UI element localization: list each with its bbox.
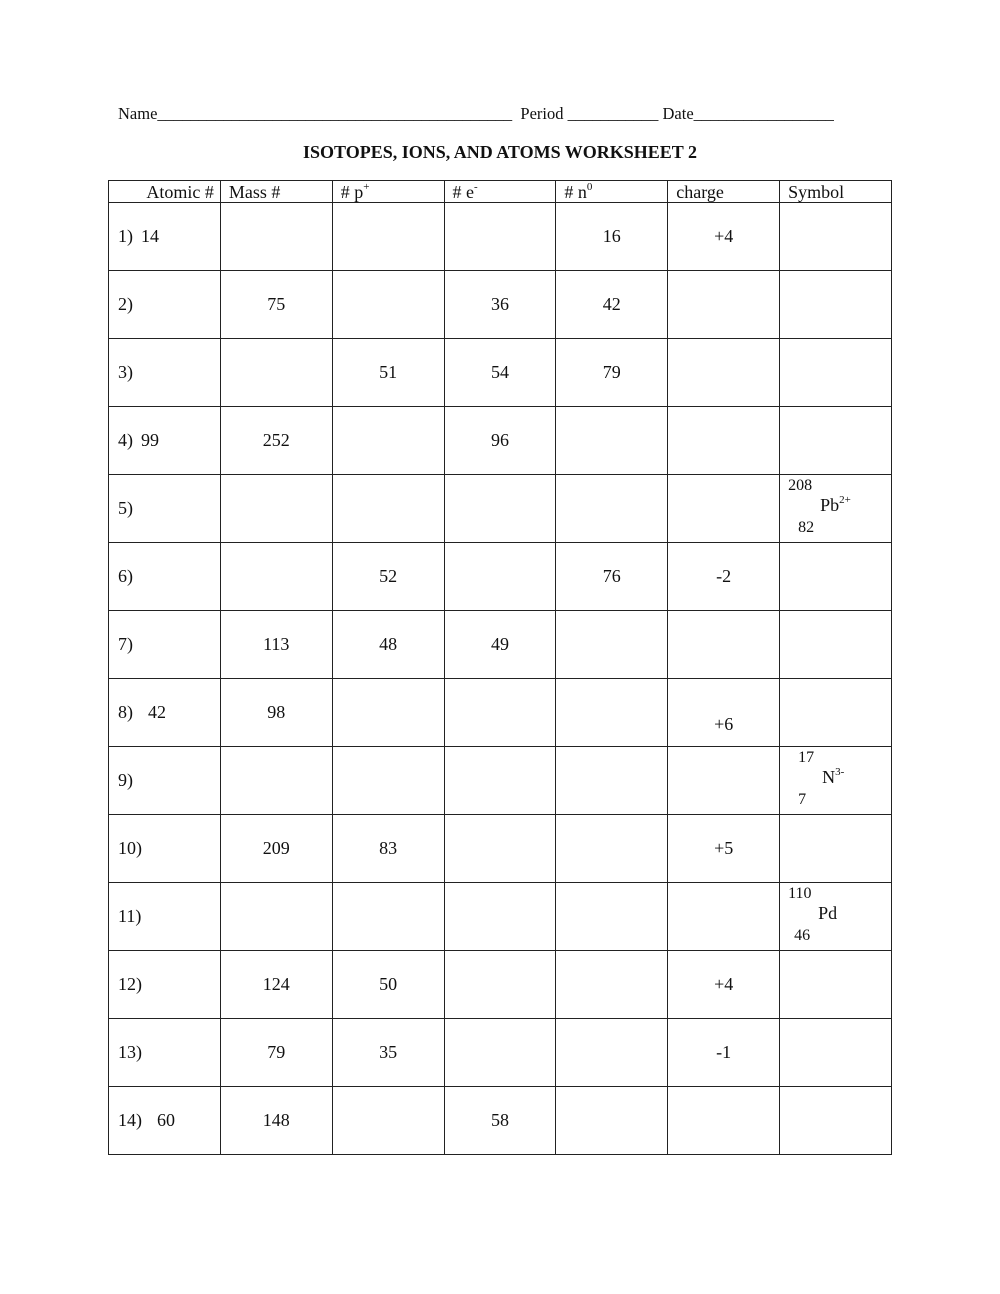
symbol-charge: 2+ <box>839 494 851 506</box>
cell-mass-value: 79 <box>267 1042 286 1062</box>
cell-electrons-value: 58 <box>490 1110 509 1130</box>
cell-protons[interactable] <box>332 747 444 815</box>
row-number: 5) <box>118 498 133 518</box>
cell-atomic[interactable] <box>109 1087 221 1155</box>
col-protons <box>332 181 444 203</box>
cell-atomic[interactable] <box>109 271 221 339</box>
cell-charge-value: -2 <box>716 566 732 586</box>
cell-protons[interactable] <box>332 543 444 611</box>
symbol-atomic-number: 7 <box>798 791 807 808</box>
cell-symbol[interactable] <box>780 679 892 747</box>
table-row <box>109 951 892 1019</box>
nuclide-symbol <box>780 883 891 950</box>
cell-atomic[interactable] <box>109 203 221 271</box>
cell-mass[interactable] <box>220 883 332 951</box>
date-field[interactable]: _________________ <box>693 104 834 123</box>
cell-neutrons[interactable] <box>556 407 668 475</box>
cell-atomic[interactable] <box>109 475 221 543</box>
cell-neutrons[interactable] <box>556 339 668 407</box>
cell-mass[interactable] <box>220 203 332 271</box>
cell-atomic[interactable] <box>109 1019 221 1087</box>
cell-charge[interactable] <box>668 951 780 1019</box>
cell-mass[interactable] <box>220 815 332 883</box>
col-electrons-sup: - <box>474 180 478 193</box>
row-number: 13) <box>118 1042 142 1062</box>
cell-protons[interactable] <box>332 203 444 271</box>
cell-electrons[interactable] <box>444 1087 556 1155</box>
cell-charge-value: +6 <box>714 714 734 734</box>
cell-protons[interactable] <box>332 271 444 339</box>
cell-neutrons[interactable] <box>556 543 668 611</box>
cell-neutrons[interactable] <box>556 475 668 543</box>
cell-electrons[interactable] <box>444 1019 556 1087</box>
table-row <box>109 883 892 951</box>
col-charge: charge <box>668 181 780 203</box>
cell-neutrons[interactable] <box>556 203 668 271</box>
cell-neutrons[interactable] <box>556 679 668 747</box>
cell-protons[interactable] <box>332 475 444 543</box>
cell-charge-value: +4 <box>714 226 734 246</box>
cell-charge[interactable] <box>668 611 780 679</box>
cell-mass-value: 148 <box>262 1110 290 1130</box>
nuclide-symbol <box>780 747 891 814</box>
cell-atomic[interactable] <box>109 951 221 1019</box>
table-row <box>109 1087 892 1155</box>
cell-symbol[interactable] <box>780 815 892 883</box>
date-label: Date <box>662 104 694 123</box>
symbol-charge: 3- <box>835 766 845 778</box>
cell-mass[interactable] <box>220 407 332 475</box>
table-row <box>109 203 892 271</box>
cell-neutrons[interactable] <box>556 815 668 883</box>
cell-protons[interactable] <box>332 883 444 951</box>
col-neutrons-sup: 0 <box>586 180 593 193</box>
cell-symbol[interactable] <box>780 339 892 407</box>
cell-charge-value: +4 <box>714 974 734 994</box>
cell-protons[interactable] <box>332 339 444 407</box>
table-row <box>109 543 892 611</box>
col-electrons <box>444 181 556 203</box>
cell-protons-value: 48 <box>379 634 398 654</box>
row-number: 10) <box>118 838 142 858</box>
symbol-atomic-number: 82 <box>798 519 815 536</box>
cell-mass[interactable] <box>220 1019 332 1087</box>
worksheet-table <box>108 180 892 1155</box>
row-number: 9) <box>118 770 133 790</box>
row-number: 4) <box>118 430 133 450</box>
row-number: 6) <box>118 566 133 586</box>
row-number: 14) <box>118 1110 142 1130</box>
cell-mass-value: 209 <box>262 838 290 858</box>
cell-mass-value: 75 <box>267 294 286 314</box>
cell-electrons[interactable] <box>444 543 556 611</box>
symbol-element <box>822 767 844 788</box>
symbol-element <box>818 903 837 924</box>
cell-electrons[interactable] <box>444 475 556 543</box>
cell-atomic[interactable] <box>109 407 221 475</box>
col-neutrons-label: # n <box>564 181 587 202</box>
cell-atomic[interactable] <box>109 679 221 747</box>
row-number: 7) <box>118 634 133 654</box>
col-neutrons <box>556 181 668 203</box>
cell-charge[interactable] <box>668 543 780 611</box>
cell-neutrons[interactable] <box>556 271 668 339</box>
cell-charge-value: +5 <box>714 838 734 858</box>
col-mass: Mass # <box>220 181 332 203</box>
cell-electrons[interactable] <box>444 271 556 339</box>
cell-charge[interactable] <box>668 815 780 883</box>
cell-mass[interactable] <box>220 271 332 339</box>
cell-electrons[interactable] <box>444 679 556 747</box>
cell-symbol[interactable] <box>780 543 892 611</box>
cell-neutrons[interactable] <box>556 883 668 951</box>
cell-electrons[interactable] <box>444 815 556 883</box>
cell-electrons-value: 36 <box>490 294 509 314</box>
cell-protons-value: 35 <box>379 1042 398 1062</box>
symbol-element <box>820 495 851 516</box>
cell-neutrons-value: 16 <box>602 226 621 246</box>
cell-electrons[interactable] <box>444 339 556 407</box>
period-field[interactable]: ___________ <box>567 104 659 123</box>
row-number: 8) <box>118 702 133 722</box>
cell-charge[interactable] <box>668 679 780 747</box>
cell-neutrons[interactable] <box>556 1087 668 1155</box>
cell-charge-value: -1 <box>716 1042 732 1062</box>
table-row <box>109 815 892 883</box>
cell-neutrons[interactable] <box>556 611 668 679</box>
cell-charge[interactable] <box>668 747 780 815</box>
cell-symbol[interactable] <box>780 1087 892 1155</box>
cell-symbol[interactable] <box>780 883 892 951</box>
cell-mass[interactable] <box>220 679 332 747</box>
cell-mass[interactable] <box>220 611 332 679</box>
cell-protons[interactable] <box>332 815 444 883</box>
cell-charge[interactable] <box>668 271 780 339</box>
row-number: 1) <box>118 226 133 246</box>
cell-atomic[interactable] <box>109 339 221 407</box>
col-protons-label: # p <box>340 181 364 202</box>
cell-electrons[interactable] <box>444 407 556 475</box>
table-row <box>109 1019 892 1087</box>
cell-electrons[interactable] <box>444 951 556 1019</box>
row-number: 3) <box>118 362 133 382</box>
symbol-atomic-number: 46 <box>794 927 811 944</box>
symbol-element-text: Pd <box>818 903 838 923</box>
cell-mass-value: 252 <box>262 430 290 450</box>
header-line <box>118 104 834 124</box>
col-electrons-label: # e <box>452 181 475 202</box>
cell-mass[interactable] <box>220 543 332 611</box>
row-number: 2) <box>118 294 133 314</box>
cell-electrons[interactable] <box>444 747 556 815</box>
cell-charge[interactable] <box>668 475 780 543</box>
cell-neutrons-value: 79 <box>602 362 621 382</box>
name-field[interactable]: ___________________________________________ <box>157 104 513 123</box>
cell-symbol[interactable] <box>780 475 892 543</box>
table-row <box>109 611 892 679</box>
cell-neutrons-value: 42 <box>602 294 621 314</box>
atomic-value: 14 <box>141 226 159 246</box>
cell-charge[interactable] <box>668 1019 780 1087</box>
cell-electrons[interactable] <box>444 611 556 679</box>
header-row <box>109 181 892 203</box>
table-row <box>109 407 892 475</box>
table-row <box>109 475 892 543</box>
cell-electrons-value: 54 <box>490 362 509 382</box>
cell-symbol[interactable] <box>780 407 892 475</box>
cell-electrons[interactable] <box>444 883 556 951</box>
cell-atomic[interactable] <box>109 815 221 883</box>
symbol-mass-number: 110 <box>788 885 812 902</box>
cell-charge[interactable] <box>668 203 780 271</box>
cell-protons-value: 83 <box>379 838 398 858</box>
table-row <box>109 271 892 339</box>
cell-protons-value: 51 <box>379 362 398 382</box>
symbol-mass-number: 17 <box>798 749 815 766</box>
cell-mass[interactable] <box>220 475 332 543</box>
col-protons-sup: + <box>363 180 370 193</box>
cell-symbol[interactable] <box>780 203 892 271</box>
cell-neutrons[interactable] <box>556 1019 668 1087</box>
cell-symbol[interactable] <box>780 1019 892 1087</box>
cell-electrons-value: 49 <box>490 634 509 654</box>
atomic-value: 99 <box>141 430 159 450</box>
cell-protons-value: 50 <box>379 974 398 994</box>
table-row <box>109 679 892 747</box>
symbol-element-text: Pb <box>820 495 840 515</box>
cell-electrons[interactable] <box>444 203 556 271</box>
cell-charge[interactable] <box>668 883 780 951</box>
name-label: Name <box>118 104 158 123</box>
cell-mass-value: 124 <box>262 974 290 994</box>
table-row <box>109 747 892 815</box>
cell-charge[interactable] <box>668 1087 780 1155</box>
col-atomic: Atomic # <box>109 181 221 203</box>
cell-protons[interactable] <box>332 407 444 475</box>
cell-symbol[interactable] <box>780 747 892 815</box>
cell-symbol[interactable] <box>780 951 892 1019</box>
row-number: 11) <box>118 906 142 926</box>
atomic-value: 42 <box>148 702 166 722</box>
cell-mass[interactable] <box>220 951 332 1019</box>
table-row <box>109 339 892 407</box>
cell-charge[interactable] <box>668 407 780 475</box>
cell-protons[interactable] <box>332 611 444 679</box>
period-label: Period <box>520 104 564 123</box>
cell-neutrons[interactable] <box>556 747 668 815</box>
cell-charge[interactable] <box>668 339 780 407</box>
cell-atomic[interactable] <box>109 883 221 951</box>
nuclide-symbol <box>780 475 891 542</box>
cell-atomic[interactable] <box>109 747 221 815</box>
cell-symbol[interactable] <box>780 271 892 339</box>
cell-protons[interactable] <box>332 951 444 1019</box>
cell-neutrons[interactable] <box>556 951 668 1019</box>
cell-atomic[interactable] <box>109 611 221 679</box>
cell-protons-value: 52 <box>379 566 398 586</box>
cell-mass[interactable] <box>220 1087 332 1155</box>
cell-atomic[interactable] <box>109 543 221 611</box>
cell-mass[interactable] <box>220 747 332 815</box>
cell-protons[interactable] <box>332 1087 444 1155</box>
cell-symbol[interactable] <box>780 611 892 679</box>
cell-protons[interactable] <box>332 679 444 747</box>
cell-neutrons-value: 76 <box>602 566 621 586</box>
cell-mass-value: 98 <box>267 702 286 722</box>
cell-electrons-value: 96 <box>490 430 509 450</box>
cell-protons[interactable] <box>332 1019 444 1087</box>
cell-mass-value: 113 <box>263 634 290 654</box>
symbol-element-text: N <box>822 767 836 787</box>
cell-mass[interactable] <box>220 339 332 407</box>
worksheet-title: ISOTOPES, IONS, AND ATOMS WORKSHEET 2 <box>303 142 697 162</box>
col-symbol: Symbol <box>780 181 892 203</box>
atomic-value: 60 <box>157 1110 175 1130</box>
symbol-mass-number: 208 <box>788 477 813 494</box>
row-number: 12) <box>118 974 142 994</box>
